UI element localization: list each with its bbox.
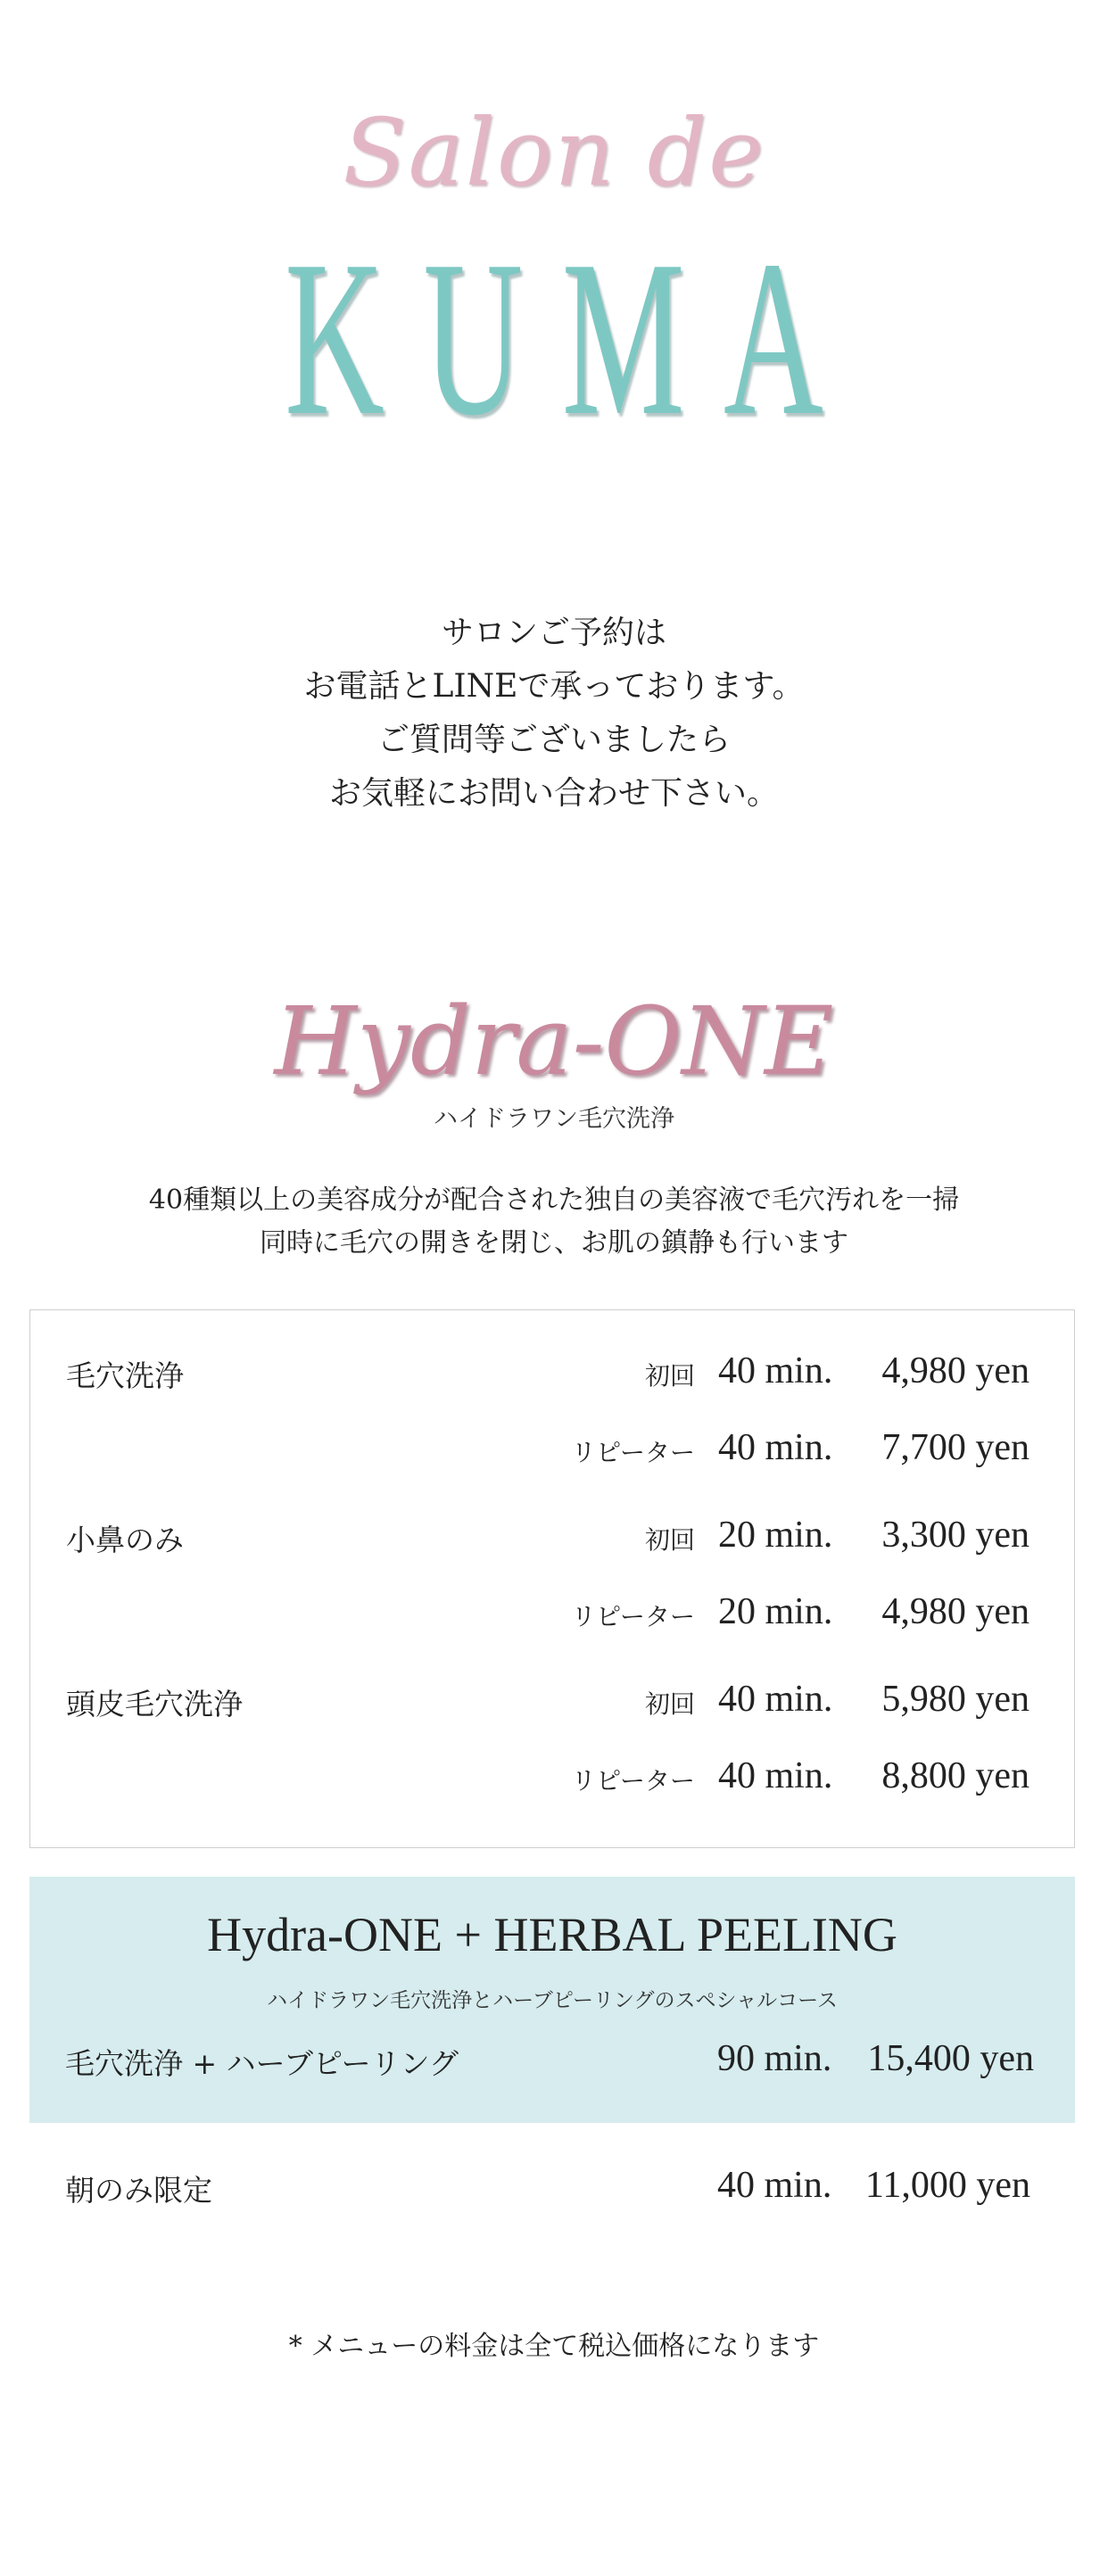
price: 4,980 yen xyxy=(881,1591,1029,1632)
customer-type: リピーター xyxy=(571,1766,695,1796)
intro-line: ご質問等ございましたら xyxy=(376,722,731,758)
menu-name: 朝のみ限定 xyxy=(65,2173,212,2208)
customer-type: 初回 xyxy=(644,1525,695,1555)
price-row xyxy=(30,1672,1074,1726)
customer-type: 初回 xyxy=(644,1361,695,1391)
duration: 20 min. xyxy=(718,1515,833,1556)
duration: 90 min. xyxy=(717,2038,832,2079)
intro-line: お電話とLINEで承っております。 xyxy=(303,668,805,705)
intro-text xyxy=(0,607,1108,821)
price-row xyxy=(30,1749,1074,1803)
price: 3,300 yen xyxy=(881,1515,1029,1556)
duration: 20 min. xyxy=(718,1591,833,1632)
logo-script-text: Salon de xyxy=(343,98,765,207)
customer-type: 初回 xyxy=(644,1689,695,1719)
customer-type: リピーター xyxy=(571,1438,695,1467)
price: 5,980 yen xyxy=(881,1679,1029,1720)
price: 15,400 yen xyxy=(867,2038,1034,2079)
price-row xyxy=(30,1421,1074,1474)
logo-name: KUMA xyxy=(285,215,863,462)
morning-only-row xyxy=(29,2159,1075,2212)
menu-name: 毛穴洗浄 xyxy=(66,1358,184,1393)
price-row xyxy=(30,1585,1074,1639)
special-course-title: Hydra-ONE + HERBAL PEELING xyxy=(207,1908,897,1961)
price: 4,980 yen xyxy=(881,1350,1029,1391)
menu-name: 小鼻のみ xyxy=(66,1523,184,1557)
price-row xyxy=(30,1508,1074,1562)
duration: 40 min. xyxy=(718,1427,833,1468)
hydra-description xyxy=(0,1179,1108,1265)
hydra-description-line: 40種類以上の美容成分が配合された独自の美容液で毛穴汚れを一掃 xyxy=(148,1185,960,1216)
intro-line: お気軽にお問い合わせ下さい。 xyxy=(328,775,779,812)
special-course-panel xyxy=(29,1877,1075,2123)
special-course-subtitle: ハイドラワン毛穴洗浄とハーブピーリングのスペシャルコース xyxy=(267,1989,838,2012)
duration: 40 min. xyxy=(718,1350,833,1391)
menu-name: 毛穴洗浄 + ハーブピーリング xyxy=(65,2046,459,2081)
price: 11,000 yen xyxy=(864,2165,1030,2206)
price: 8,800 yen xyxy=(881,1755,1029,1796)
duration: 40 min. xyxy=(718,1679,833,1720)
hydra-description-line: 同時に毛穴の開きを閉じ、お肌の鎮静も行います xyxy=(260,1227,848,1259)
hydra-title: Hydra-ONE xyxy=(274,987,834,1096)
price-table xyxy=(29,1309,1075,1848)
price: 7,700 yen xyxy=(881,1427,1029,1468)
special-course-row xyxy=(29,2032,1075,2085)
tax-note: * メニューの料金は全て税込価格になります xyxy=(288,2331,820,2362)
menu-name: 頭皮毛穴洗浄 xyxy=(66,1687,243,1721)
hydra-subtitle: ハイドラワン毛穴洗浄 xyxy=(434,1105,674,1133)
price-row xyxy=(30,1344,1074,1398)
duration: 40 min. xyxy=(718,1755,833,1796)
customer-type: リピーター xyxy=(571,1602,695,1631)
intro-line: サロンご予約は xyxy=(441,615,666,651)
duration: 40 min. xyxy=(717,2165,832,2206)
